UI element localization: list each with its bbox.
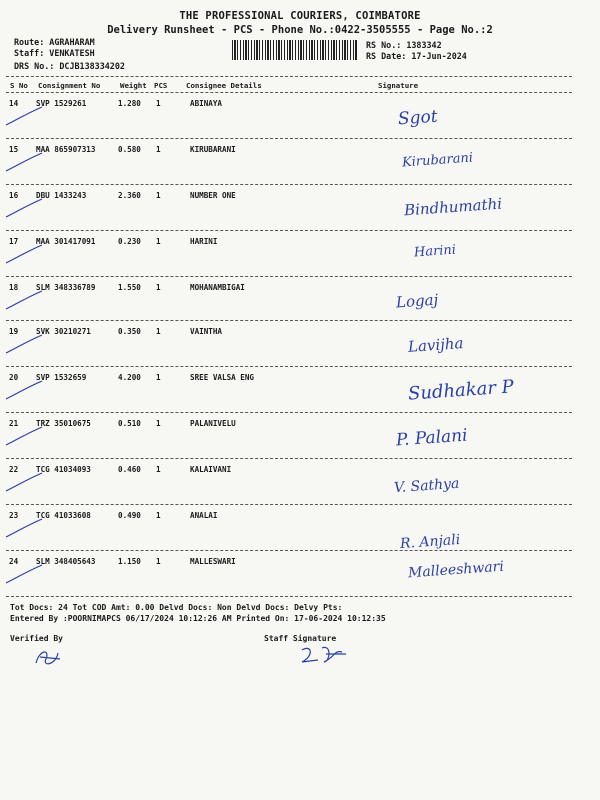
cell-consignment: DBU 1433243 [36, 191, 87, 200]
cell-weight: 0.350 [118, 327, 141, 336]
cell-consignee: NUMBER ONE [190, 191, 236, 200]
cell-sno: 15 [9, 145, 19, 154]
cell-consignment: MAA 301417091 [36, 237, 96, 246]
cell-consignee: KALAIVANI [190, 465, 232, 474]
cell-consignee: PALANIVELU [190, 419, 236, 428]
consignee-signature: Malleeshwari [407, 558, 505, 582]
consignee-signature: P. Palani [395, 425, 469, 451]
row-divider [6, 184, 572, 185]
col-signature: Signature [378, 81, 419, 90]
row-divider [6, 504, 572, 505]
cell-consignee: ABINAYA [190, 99, 223, 108]
entered-by: Entered By :POORNIMAPCS 06/17/2024 10:12:26 AM Printed On: 17-06-2024 10:12:35 [10, 614, 386, 623]
cell-consignment: MAA 865907313 [36, 145, 96, 154]
consignee-signature: Logaj [395, 290, 439, 312]
cell-consignment: SVK 30210271 [36, 327, 91, 336]
verified-by-label: Verified By [10, 634, 63, 643]
col-pcs: PCS [154, 81, 168, 90]
staff-signature-label: Staff Signature [264, 634, 337, 643]
delivered-tick-mark [4, 471, 44, 495]
cell-weight: 1.550 [118, 283, 141, 292]
row-divider [6, 366, 572, 367]
cell-consignee: MOHANAMBIGAI [190, 283, 245, 292]
consignee-signature: V. Sathya [393, 475, 460, 497]
consignee-signature: Harini [413, 242, 457, 261]
cell-weight: 0.580 [118, 145, 141, 154]
cell-pcs: 1 [156, 327, 161, 336]
row-divider [6, 276, 572, 277]
row-divider [6, 412, 572, 413]
cell-consignee: KIRUBARANI [190, 145, 236, 154]
row-divider [6, 230, 572, 231]
cell-weight: 0.490 [118, 511, 141, 520]
staff-label: Staff: VENKATESH [14, 48, 95, 58]
row-divider [6, 458, 572, 459]
delivered-tick-mark [4, 333, 44, 357]
cell-consignee: VAINTHA [190, 327, 223, 336]
cell-consignee: MALLESWARI [190, 557, 236, 566]
cell-pcs: 1 [156, 145, 161, 154]
cell-pcs: 1 [156, 283, 161, 292]
cell-weight: 0.510 [118, 419, 141, 428]
delivered-tick-mark [4, 563, 44, 587]
cell-pcs: 1 [156, 373, 161, 382]
col-weight: Weight [120, 81, 147, 90]
cell-sno: 21 [9, 419, 19, 428]
rs-number: RS No.: 1383342 [366, 40, 442, 50]
header-rule-top [6, 76, 572, 77]
rs-date: RS Date: 17-Jun-2024 [366, 51, 467, 61]
cell-weight: 4.200 [118, 373, 141, 382]
staff-signature [296, 642, 352, 668]
cell-consignment: SLM 348336789 [36, 283, 96, 292]
cell-weight: 0.460 [118, 465, 141, 474]
cell-consignee: ANALAI [190, 511, 218, 520]
cell-consignment: TCG 41033608 [36, 511, 91, 520]
col-consignee: Consignee Details [186, 81, 262, 90]
delivered-tick-mark [4, 289, 44, 313]
header-rule-bottom [6, 92, 572, 93]
drs-number: DRS No.: DCJB138334202 [14, 61, 125, 71]
cell-pcs: 1 [156, 99, 161, 108]
cell-weight: 1.280 [118, 99, 141, 108]
verifier-signature [30, 645, 70, 671]
row-divider [6, 320, 572, 321]
consignee-signature: Sgot [397, 106, 439, 130]
consignee-signature: Sudhakar P [407, 376, 515, 405]
delivered-tick-mark [4, 243, 44, 267]
cell-weight: 1.150 [118, 557, 141, 566]
cell-pcs: 1 [156, 511, 161, 520]
cell-pcs: 1 [156, 191, 161, 200]
cell-consignment: TCG 41034093 [36, 465, 91, 474]
cell-consignment: SLM 348405643 [36, 557, 96, 566]
cell-consignee: SREE VALSA ENG [190, 373, 255, 382]
consignee-signature: R. Anjali [399, 531, 461, 553]
delivered-tick-mark [4, 425, 44, 449]
cell-pcs: 1 [156, 237, 161, 246]
cell-weight: 2.360 [118, 191, 141, 200]
cell-consignment: SVP 1529261 [36, 99, 87, 108]
cell-pcs: 1 [156, 419, 161, 428]
company-name: THE PROFESSIONAL COURIERS, COIMBATORE [179, 10, 421, 22]
delivered-tick-mark [4, 379, 44, 403]
totals-summary: Tot Docs: 24 Tot COD Amt: 0.00 Delvd Docs: Non Delvd Docs: Delvy Pts: [10, 603, 343, 612]
cell-pcs: 1 [156, 465, 161, 474]
cell-sno: 14 [9, 99, 19, 108]
delivered-tick-mark [4, 197, 44, 221]
consignee-signature: Bindhumathi [403, 194, 503, 220]
consignee-signature: Lavijha [407, 334, 464, 356]
cell-weight: 0.230 [118, 237, 141, 246]
cell-consignment: SVP 1532659 [36, 373, 87, 382]
route-label: Route: AGRAHARAM [14, 37, 95, 47]
cell-consignment: TRZ 35010675 [36, 419, 91, 428]
cell-sno: 23 [9, 511, 19, 520]
runsheet-title: Delivery Runsheet - PCS - Phone No.:0422-3505555 - Page No.:2 [107, 24, 493, 36]
row-divider [6, 550, 572, 551]
cell-sno: 16 [9, 191, 19, 200]
row-divider [6, 138, 572, 139]
footer-rule [6, 596, 572, 597]
col-consignment: Consignment No [38, 81, 101, 90]
cell-sno: 24 [9, 557, 19, 566]
cell-sno: 22 [9, 465, 19, 474]
delivered-tick-mark [4, 151, 44, 175]
cell-sno: 17 [9, 237, 19, 246]
col-sno: S No [10, 81, 28, 90]
cell-pcs: 1 [156, 557, 161, 566]
consignee-signature: Kirubarani [401, 150, 474, 171]
cell-sno: 19 [9, 327, 19, 336]
delivered-tick-mark [4, 105, 44, 129]
cell-sno: 20 [9, 373, 19, 382]
delivered-tick-mark [4, 517, 44, 541]
barcode [232, 40, 358, 60]
cell-sno: 18 [9, 283, 19, 292]
cell-consignee: HARINI [190, 237, 218, 246]
